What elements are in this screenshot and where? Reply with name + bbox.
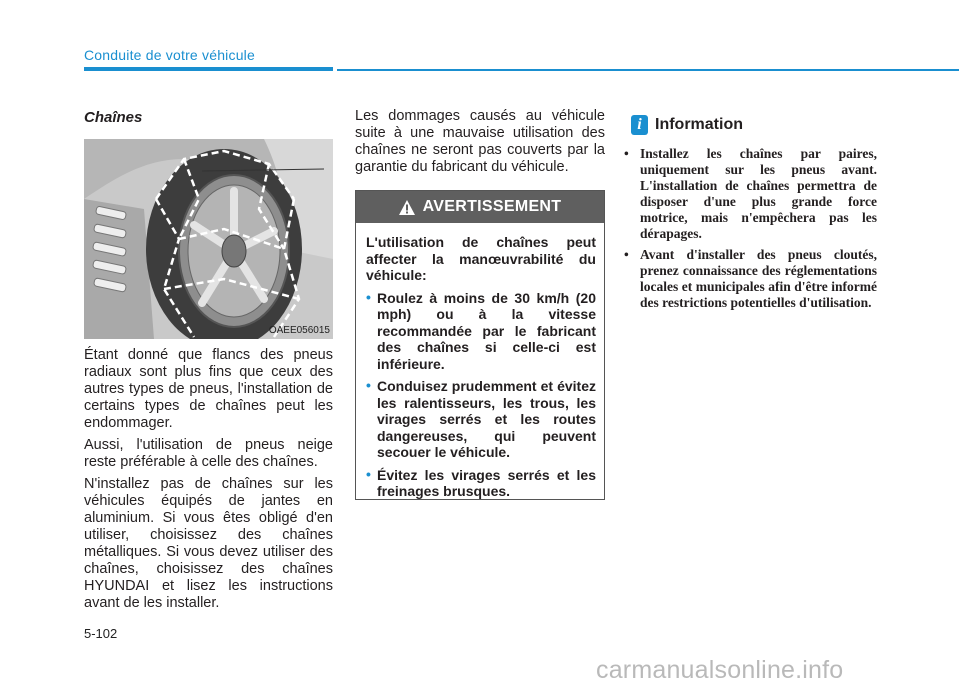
bullet-icon: • xyxy=(366,377,371,393)
watermark: carmanualsonline.info xyxy=(596,656,844,684)
warning-item: • Conduisez prudemment et évitez les ralentisseurs, les trous, les virages serrés et les routes dangereuses, qui peuvent secouer le véhicule. xyxy=(366,377,596,460)
paragraph: N'installez pas de chaînes sur les véhicules équipés de jantes en aluminium. Si vous êtes obligé d'en utiliser, choisissez des chaînes métalliques. Si vous devez utiliser des chaînes, choisissez des chaînes HYUNDAI et lisez les instructions avant de les installer. xyxy=(84,476,333,611)
information-list xyxy=(623,146,877,316)
warning-box xyxy=(355,190,605,500)
information-header xyxy=(631,115,743,135)
tire-chain-illustration xyxy=(84,139,333,339)
warning-body xyxy=(356,223,604,500)
warning-title: AVERTISSEMENT xyxy=(422,198,562,215)
info-icon: i xyxy=(631,115,648,135)
paragraph: Aussi, l'utilisation de pneus neige reste préférable à celle des chaînes. xyxy=(84,437,333,470)
information-title: Information xyxy=(655,116,743,133)
information-item: • Installez les chaînes par paires, uniquement sur les pneus avant. L'installation de chaînes permettra de disposer d'une plus grande force motrice, mais n'empêchera pas les dérapages. xyxy=(624,146,877,241)
warning-triangle-icon xyxy=(399,200,415,215)
header-rule-accent xyxy=(84,67,333,71)
warning-item: • Roulez à moins de 30 km/h (20 mph) ou à la vitesse recommandée par le fabricant des chaînes si celle-ci est inférieure. xyxy=(366,288,596,372)
warning-intro: L'utilisation de chaînes peut affecter la manœuvrabilité du véhicule: xyxy=(366,234,596,283)
warning-header xyxy=(356,191,604,223)
information-item: • Avant d'installer des pneus cloutés, prenez connaissance des réglementations locales et municipales afin d'être informé des restrictions potentielles d'utilisation. xyxy=(624,247,877,310)
bullet-icon: • xyxy=(366,288,371,305)
wheel-with-chains-drawing xyxy=(84,139,333,339)
bullet-icon: • xyxy=(624,146,629,161)
section-title: Conduite de votre véhicule xyxy=(84,47,255,63)
warning-list xyxy=(366,290,596,500)
bullet-icon: • xyxy=(366,465,371,482)
paragraph: Étant donné que flancs des pneus radiaux sont plus fins que ceux des autres types de pneus, l'installation de certains types de chaînes peut les endommager. xyxy=(84,347,333,431)
bullet-icon: • xyxy=(624,247,629,262)
warning-item: • Évitez les virages serrés et les freinages brusques. xyxy=(366,465,596,499)
header-rule xyxy=(337,69,959,71)
figure-code: OAEE056015 xyxy=(268,325,330,336)
damage-note: Les dommages causés au véhicule suite à une mauvaise utilisation des chaînes ne seront pas couverts par la garantie du fabricant du véhicule. xyxy=(355,108,605,175)
chains-body xyxy=(84,347,333,617)
page-number: 5-102 xyxy=(84,626,118,641)
chains-heading: Chaînes xyxy=(84,109,143,126)
